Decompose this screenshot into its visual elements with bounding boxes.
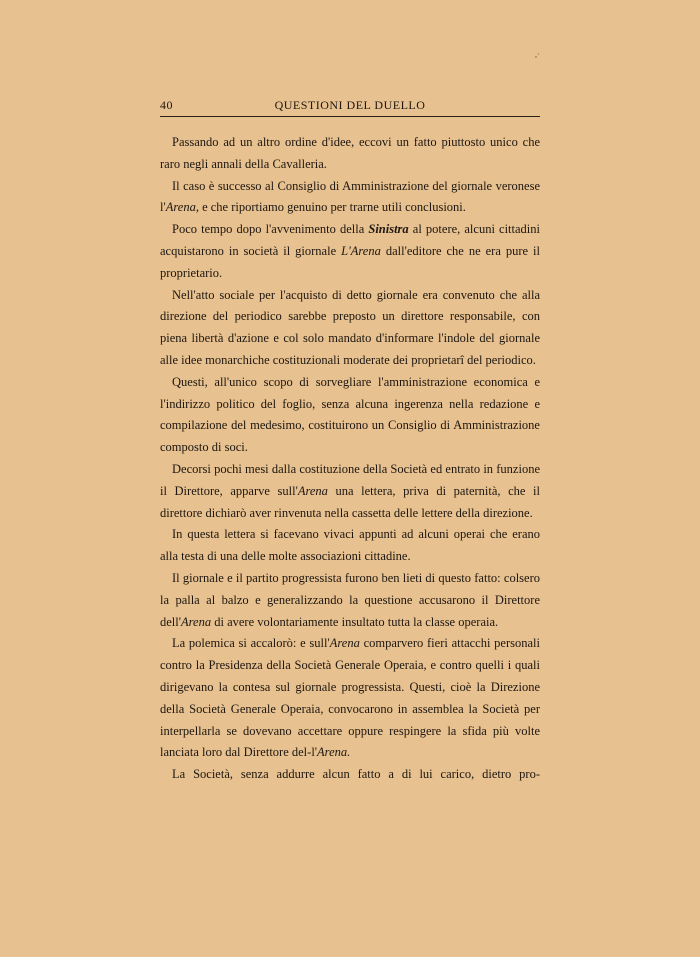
- paragraph-7: In questa lettera si facevano vivaci appunti ad alcuni operai che erano alla testa di una delle molte associazioni cittadine.: [160, 527, 540, 564]
- paragraph-8: Il giornale e il partito progressista furono ben lieti di questo fatto: colsero la palla al balzo e generalizzando la questione accusarono il Direttore dell'Arena di avere volontariamente insultato tutta la classe operaia.: [160, 570, 540, 629]
- paragraph-3: Poco tempo dopo l'avvenimento della Sinistra al potere, alcuni cittadini acquistarono in società il giornale L'Arena dall'editore che ne era pure il proprietario.: [160, 222, 541, 280]
- paragraph-1: Passando ad un altro ordine d'idee, eccovi un fatto piuttosto unico che raro negli annali della Cavalleria.: [160, 135, 540, 171]
- paragraph-10: La Società, senza addurre alcun fatto a di lui carico, dietro pro-: [172, 767, 540, 782]
- page-speck: ,·: [535, 50, 540, 59]
- page-header: [160, 96, 540, 117]
- paragraph-5: Questi, all'unico scopo di sorvegliare l'amministrazione economica e l'indirizzo politico del foglio, senza alcuna ingerenza nella redazione e compilazione del medesimo, costituirono un Consiglio di Amministrazione composto di soci.: [160, 374, 540, 455]
- running-head: QUESTIONI DEL DUELLO: [274, 98, 426, 112]
- paragraph-6: Decorsi pochi mesi dalla costituzione della Società ed entrato in funzione il Direttore, apparve sull'Arena una lettera, priva di paternità, che il direttore dichiarò aver rinvenuta nella cassetta delle lettere della direzione.: [160, 461, 540, 520]
- paragraph-2: Il caso è successo al Consiglio di Amministrazione del giornale veronese l'Arena, e che riportiamo genuino per trarne utili conclusioni.: [160, 178, 540, 215]
- book-page: [160, 96, 540, 786]
- body-text: [160, 132, 540, 786]
- paragraph-4: Nell'atto sociale per l'acquisto di detto giornale era convenuto che alla direzione del periodico sarebbe preposto un direttore responsabile, con piena libertà d'azione e col solo mandato d'informare l'indole del giornale alle idee monarchiche costituzionali moderate dei proprietarî del periodico.: [160, 287, 540, 367]
- page-number: 40: [160, 98, 173, 112]
- paragraph-9: La polemica si accalorò: e sull'Arena comparvero fieri attacchi personali contro la Presidenza della Società Generale Operaia, e contro quelli i quali dirigevano la contesa sul giornale progressista. Questi, cioè la Direzione della Società Generale Operaia, convocarono in assemblea la Società per interpellarla se dovevano accettare oppure respingere la sfida più volte lanciata loro dal Direttore del-l'Arena.: [160, 636, 540, 760]
